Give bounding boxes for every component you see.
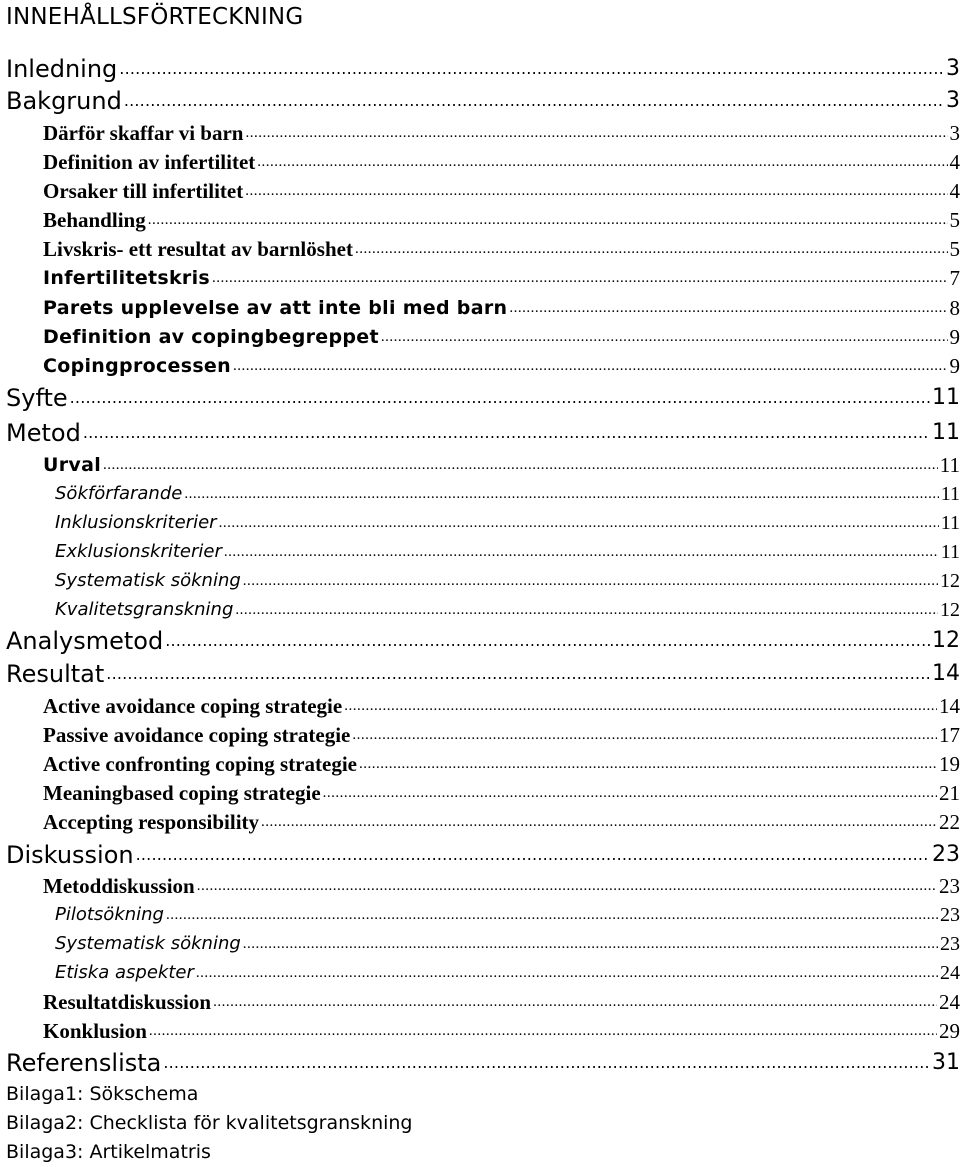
toc-entry-label: Active confronting coping strategie xyxy=(43,752,357,776)
toc-entry-accepting-responsibility[interactable] xyxy=(43,808,960,836)
toc-entry-copingprocessen[interactable] xyxy=(43,352,960,380)
dot-leader xyxy=(224,538,939,566)
toc-entry-page: 5 xyxy=(949,208,960,232)
toc-entry-infertilitetskris[interactable] xyxy=(43,264,960,292)
toc-entry-diskussion[interactable] xyxy=(6,840,960,870)
toc-entry-label: Meaningbased coping strategie xyxy=(43,781,321,805)
toc-entry-page: 11 xyxy=(940,512,960,534)
toc-entry-label: Därför skaffar vi barn xyxy=(43,121,244,145)
toc-entry-page: 3 xyxy=(949,121,960,145)
toc-entry-page: 7 xyxy=(949,266,960,290)
toc-entry-label: Diskussion xyxy=(6,841,134,869)
toc-entry-label: Passive avoidance coping strategie xyxy=(43,723,351,747)
toc-entry-metoddiskussion[interactable] xyxy=(43,872,960,900)
toc-entry-syfte[interactable] xyxy=(6,383,960,413)
toc-entry-label: Inklusionskriterier xyxy=(55,512,217,533)
dot-leader xyxy=(243,567,938,595)
dot-leader xyxy=(197,872,937,900)
dot-leader xyxy=(149,1017,937,1045)
toc-entry-urval[interactable] xyxy=(43,451,960,479)
toc-entry-page: 8 xyxy=(949,296,960,320)
dot-leader xyxy=(381,323,948,351)
toc-entry-page: 31 xyxy=(932,1050,960,1075)
appendix-2: Bilaga2: Checklista för kvalitetsgranskning xyxy=(6,1112,413,1134)
toc-entry-page: 12 xyxy=(940,599,960,621)
dot-leader xyxy=(235,596,938,624)
toc-entry-konklusion[interactable] xyxy=(43,1017,960,1045)
toc-entry-label: Definition av copingbegreppet xyxy=(43,326,379,348)
toc-entry-active-confronting[interactable] xyxy=(43,750,960,778)
toc-entry-definition-av-infertilitet[interactable] xyxy=(43,148,960,176)
toc-entry-orsaker-till-infertilitet[interactable] xyxy=(43,177,960,205)
dot-leader xyxy=(166,901,938,929)
toc-entry-label: Referenslista xyxy=(6,1049,162,1077)
dot-leader xyxy=(344,692,937,720)
toc-entry-page: 5 xyxy=(949,237,960,261)
toc-entry-analysmetod[interactable] xyxy=(6,626,960,656)
dot-leader xyxy=(124,83,944,116)
toc-entry-page: 9 xyxy=(949,325,960,349)
page-title: INNEHÅLLSFÖRTECKNING xyxy=(6,4,304,30)
toc-entry-page: 4 xyxy=(949,150,960,174)
toc-entry-resultat[interactable] xyxy=(6,659,960,689)
toc-entry-label: Resultatdiskussion xyxy=(43,990,212,1014)
dot-leader xyxy=(233,352,948,380)
toc-entry-resultatdiskussion[interactable] xyxy=(43,988,960,1016)
toc-entry-pilotsokning[interactable] xyxy=(55,901,960,929)
toc-entry-systematisk-sokning-2[interactable] xyxy=(55,930,960,958)
toc-entry-page: 9 xyxy=(949,354,960,378)
toc-entry-label: Metoddiskussion xyxy=(43,874,195,898)
toc-entry-label: Kvalitetsgranskning xyxy=(55,599,234,620)
toc-entry-inledning[interactable] xyxy=(6,54,960,84)
toc-entry-behandling[interactable] xyxy=(43,206,960,234)
dot-leader xyxy=(245,177,947,205)
toc-entry-label: Etiska aspekter xyxy=(55,962,194,983)
toc-entry-label: Systematisk sökning xyxy=(55,570,241,591)
toc-entry-label: Infertilitetskris xyxy=(43,267,211,289)
toc-entry-page: 14 xyxy=(932,661,960,686)
toc-entry-page: 14 xyxy=(939,694,960,718)
dot-leader xyxy=(148,206,948,234)
dot-leader xyxy=(83,415,930,448)
toc-entry-page: 29 xyxy=(939,1019,960,1043)
toc-entry-darfor-skaffar-vi-barn[interactable] xyxy=(43,119,960,147)
toc-entry-label: Parets upplevelse av att inte bli med barn xyxy=(43,297,508,319)
toc-entry-label: Sökförfarande xyxy=(55,483,183,504)
toc-entry-metod[interactable] xyxy=(6,418,960,448)
dot-leader xyxy=(219,509,939,537)
toc-entry-bakgrund[interactable] xyxy=(6,86,960,116)
dot-leader xyxy=(355,235,948,263)
toc-entry-label: Behandling xyxy=(43,208,146,232)
dot-leader xyxy=(213,988,937,1016)
dot-leader xyxy=(243,930,938,958)
toc-entry-label: Exklusionskriterier xyxy=(55,541,222,562)
toc-entry-page: 23 xyxy=(940,933,960,955)
toc-entry-label: Livskris- ett resultat av barnlöshet xyxy=(43,237,353,261)
dot-leader xyxy=(261,808,937,836)
toc-entry-label: Active avoidance coping strategie xyxy=(43,694,343,718)
toc-entry-definition-av-copingbegreppet[interactable] xyxy=(43,323,960,351)
toc-entry-page: 23 xyxy=(932,842,960,867)
toc-entry-page: 11 xyxy=(939,453,960,477)
toc-entry-page: 11 xyxy=(940,483,960,505)
toc-entry-label: Orsaker till infertilitet xyxy=(43,179,244,203)
toc-entry-label: Konklusion xyxy=(43,1019,147,1043)
toc-entry-page: 12 xyxy=(940,570,960,592)
toc-entry-parets-upplevelse[interactable] xyxy=(43,294,960,322)
dot-leader xyxy=(70,380,930,413)
toc-entry-active-avoidance[interactable] xyxy=(43,692,960,720)
appendix-1: Bilaga1: Sökschema xyxy=(6,1083,199,1105)
toc-entry-label: Analysmetod xyxy=(6,627,164,655)
dot-leader xyxy=(184,480,938,508)
toc-entry-label: Systematisk sökning xyxy=(55,933,241,954)
toc-entry-label: Resultat xyxy=(6,660,105,688)
toc-entry-page: 24 xyxy=(940,962,960,984)
toc-entry-page: 21 xyxy=(939,781,960,805)
toc-entry-systematisk-sokning[interactable] xyxy=(55,567,960,595)
dot-leader xyxy=(136,837,930,870)
dot-leader xyxy=(257,148,947,176)
toc-entry-livskris[interactable] xyxy=(43,235,960,263)
toc-entry-page: 3 xyxy=(946,56,960,81)
dot-leader xyxy=(509,294,947,322)
toc-entry-label: Inledning xyxy=(6,55,118,83)
dot-leader xyxy=(106,656,930,689)
toc-entry-kvalitetsgranskning[interactable] xyxy=(55,596,960,624)
toc-entry-passive-avoidance[interactable] xyxy=(43,721,960,749)
toc-entry-page: 11 xyxy=(932,385,960,410)
dot-leader xyxy=(323,779,937,807)
appendix-3: Bilaga3: Artikelmatris xyxy=(6,1141,211,1163)
toc-entry-label: Copingprocessen xyxy=(43,355,231,377)
toc-entry-label: Urval xyxy=(43,454,102,476)
toc-entry-label: Accepting responsibility xyxy=(43,810,260,834)
toc-entry-label: Metod xyxy=(6,419,81,447)
toc-entry-meaningbased[interactable] xyxy=(43,779,960,807)
dot-leader xyxy=(212,264,947,292)
toc-entry-etiska-aspekter[interactable] xyxy=(55,959,960,987)
dot-leader xyxy=(245,119,947,147)
toc-entry-page: 19 xyxy=(939,752,960,776)
toc-entry-page: 11 xyxy=(940,541,960,563)
toc-entry-page: 23 xyxy=(939,874,960,898)
toc-entry-page: 3 xyxy=(946,88,960,113)
toc-entry-inklusionskriterier[interactable] xyxy=(55,509,960,537)
dot-leader xyxy=(196,959,938,987)
toc-entry-page: 4 xyxy=(949,179,960,203)
toc-entry-page: 17 xyxy=(939,723,960,747)
toc-entry-page: 11 xyxy=(932,420,960,445)
toc-entry-page: 12 xyxy=(932,628,960,653)
dot-leader xyxy=(352,721,937,749)
toc-entry-page: 23 xyxy=(940,904,960,926)
toc-entry-label: Bakgrund xyxy=(6,87,122,115)
dot-leader xyxy=(119,51,944,84)
toc-entry-page: 24 xyxy=(939,990,960,1014)
toc-entry-label: Syfte xyxy=(6,384,68,412)
dot-leader xyxy=(165,623,930,656)
toc-entry-label: Pilotsökning xyxy=(55,904,164,925)
toc-entry-page: 22 xyxy=(939,810,960,834)
dot-leader xyxy=(103,451,938,479)
toc-entry-sokforfarande[interactable] xyxy=(55,480,960,508)
toc-entry-label: Definition av infertilitet xyxy=(43,150,256,174)
dot-leader xyxy=(359,750,937,778)
toc-entry-referenslista[interactable] xyxy=(6,1048,960,1078)
toc-entry-exklusionskriterier[interactable] xyxy=(55,538,960,566)
dot-leader xyxy=(163,1045,930,1078)
